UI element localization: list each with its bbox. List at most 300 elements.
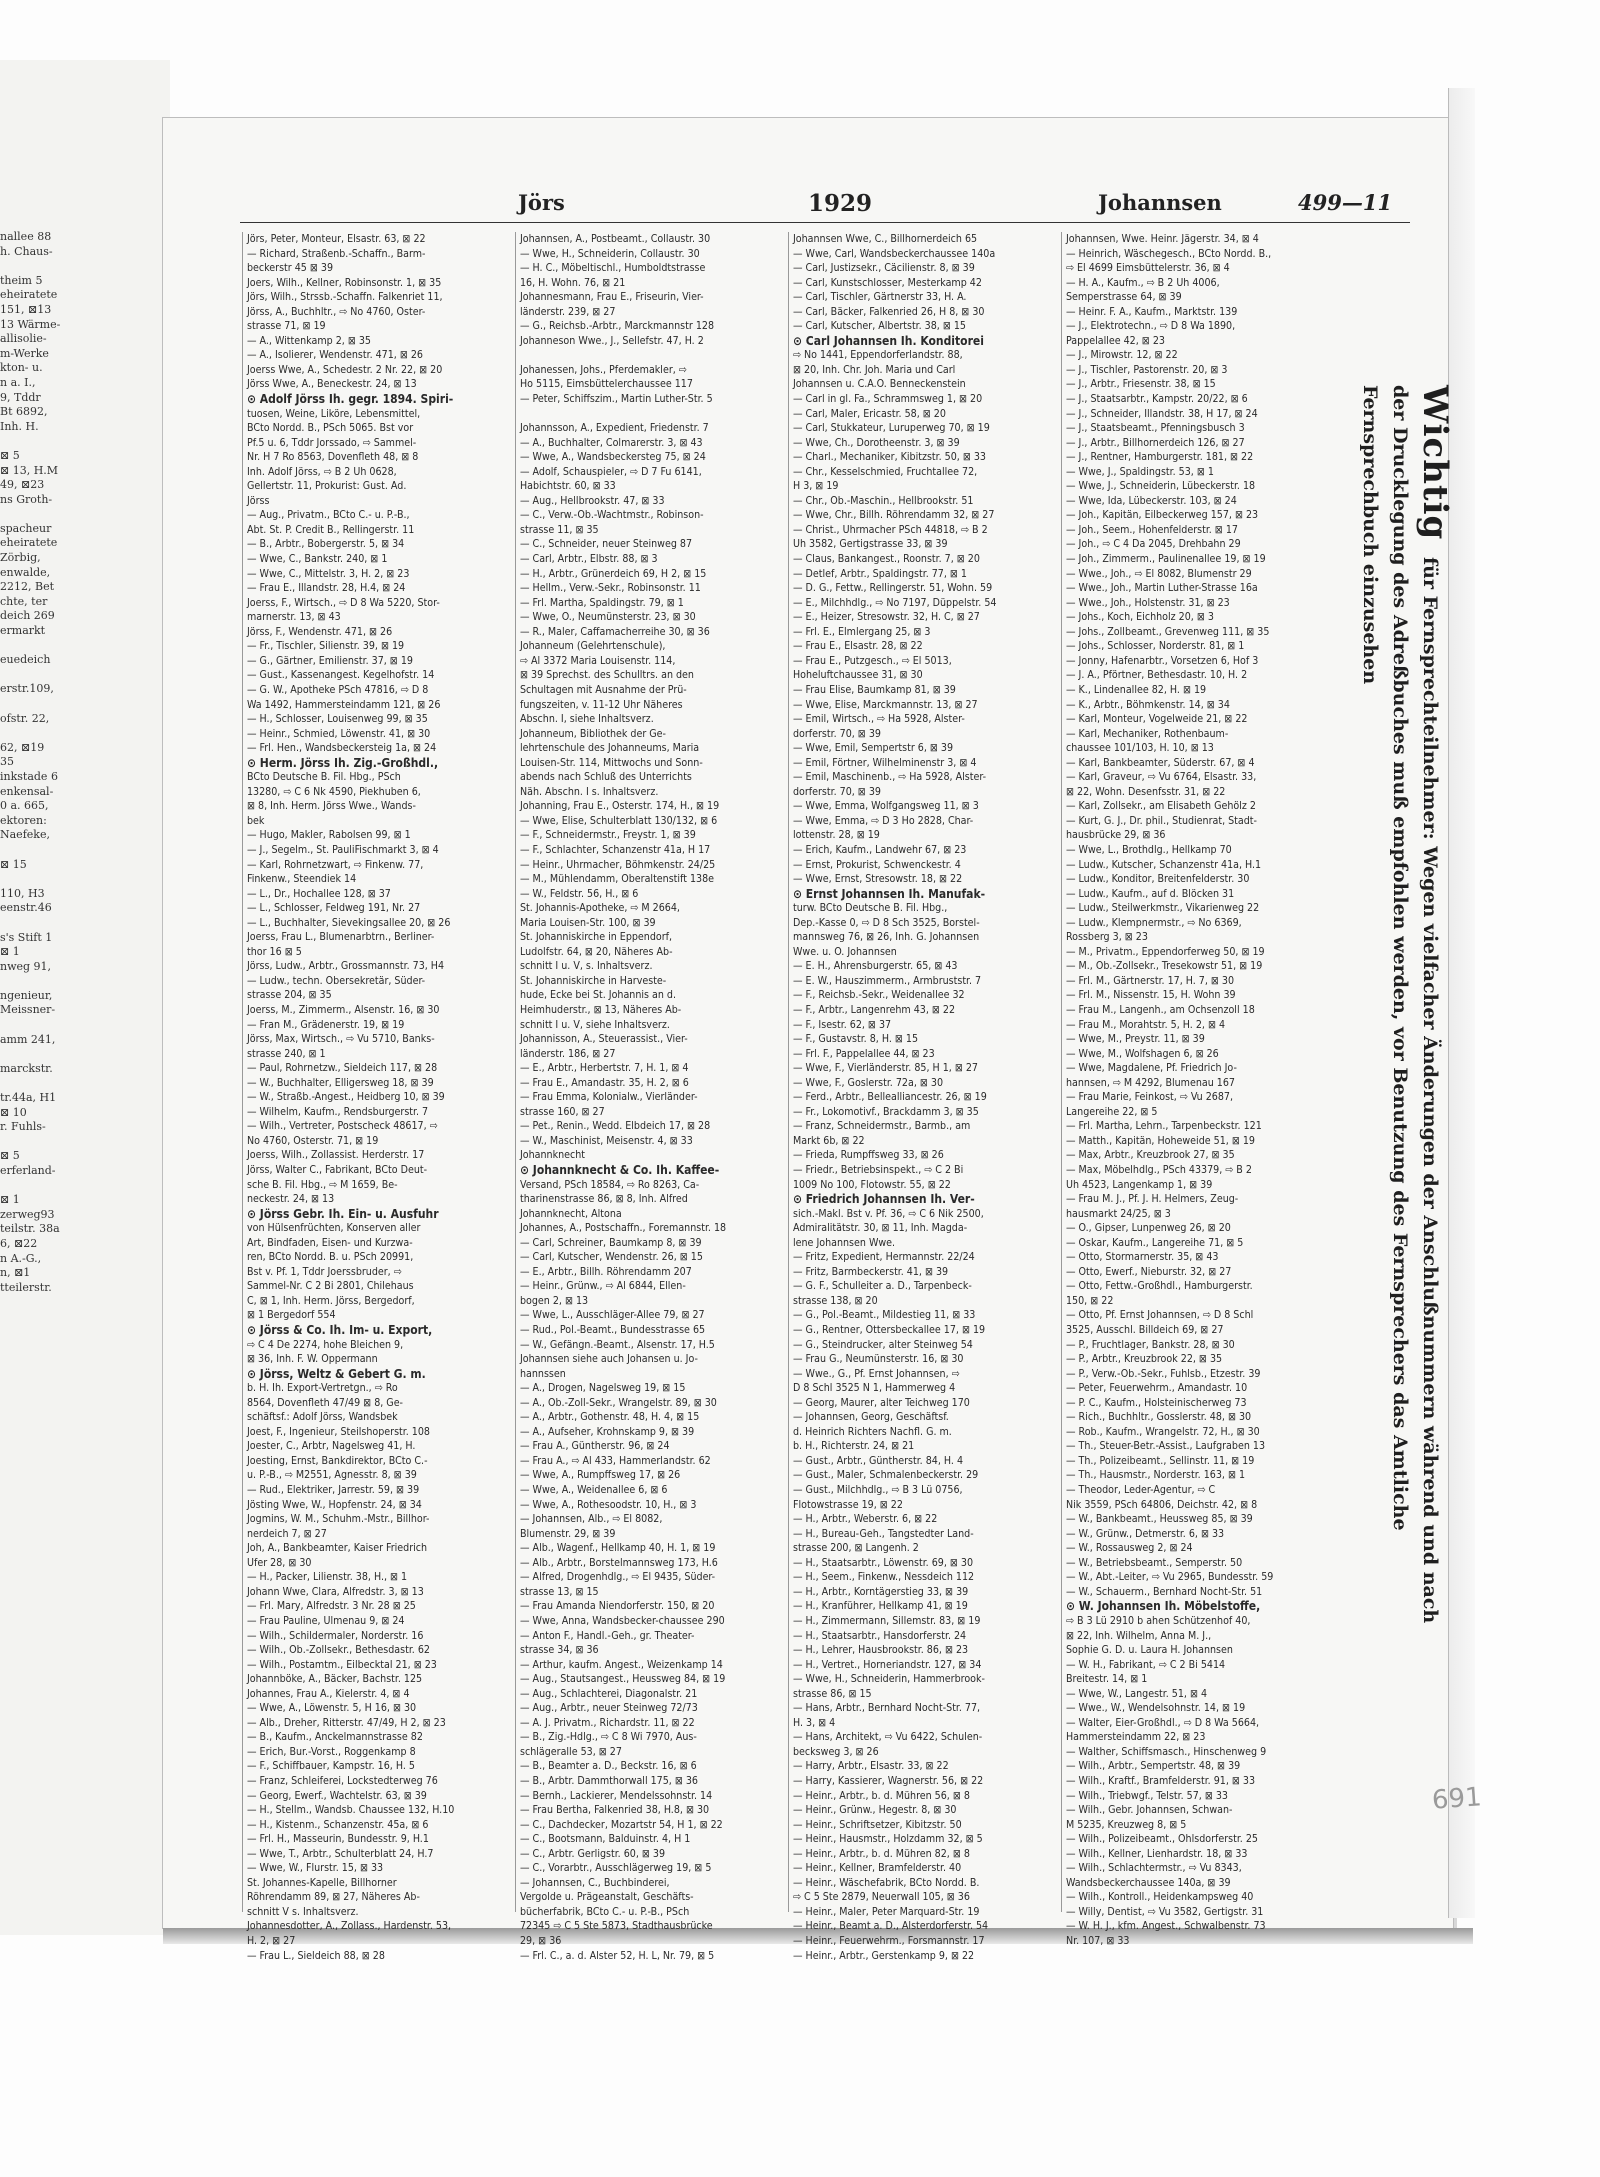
- directory-entry: — Friedr., Betriebsinspekt., ⇨ C 2 Bi: [793, 1164, 964, 1176]
- directory-entry: M 5235, Kreuzweg 8, ⊠ 5: [1066, 1818, 1187, 1831]
- directory-entry: — H., Staatsarbtr., Löwenstr. 69, ⊠ 30: [793, 1556, 974, 1569]
- directory-entry: — Frau A., Güntherstr. 96, ⊠ 24: [520, 1440, 670, 1453]
- notice-text-block: [1300, 385, 1455, 1635]
- directory-entry: 8564, Dovenfleth 47/49 ⊠ 8, Ge-: [247, 1396, 403, 1409]
- directory-entry: — C., Dachdecker, Mozartstr 54, H 1, ⊠ 22: [520, 1818, 723, 1831]
- directory-entry: Johannsen, Wwe. Heinr. Jägerstr. 34, ⊠ 4: [1066, 233, 1259, 245]
- directory-entry: St. Johannes-Kapelle, Billhorner: [247, 1876, 397, 1889]
- directory-entry: — Heinr., Grünw., Hegestr. 8, ⊠ 30: [793, 1804, 957, 1817]
- directory-entry: schnitt I u. V, s. Inhaltsverz.: [520, 960, 653, 973]
- directory-entry: — Frl. E., Elmlergang 25, ⊠ 3: [793, 625, 931, 638]
- directory-entry: marnerstr. 13, ⊠ 43: [247, 611, 341, 624]
- directory-entry: Jörs, Peter, Monteur, Elsastr. 63, ⊠ 22: [247, 233, 426, 245]
- directory-entry: — Wwe, W., Flurstr. 15, ⊠ 33: [247, 1862, 384, 1875]
- directory-entry: — Frau E., Elsastr. 28, ⊠ 22: [793, 640, 923, 653]
- directory-entry: D 8 Schl 3525 N 1, Hammerweg 4: [793, 1382, 956, 1395]
- directory-entry: — Frieda, Rumpffsweg 33, ⊠ 26: [793, 1149, 944, 1162]
- directory-entry: — H., Zimmermann, Sillemstr. 83, ⊠ 19: [793, 1614, 981, 1627]
- directory-entry: ⊙ Adolf Jörss Ih. gegr. 1894. Spiri-: [247, 392, 454, 407]
- directory-entry: — Frl. Mary, Alfredstr. 3 Nr. 28 ⊠ 25: [247, 1600, 416, 1613]
- directory-entry: — Otto, Fettw.-Großhdl., Hamburgerstr.: [1066, 1280, 1253, 1293]
- directory-entry: ⊙ Herm. Jörss Ih. Zig.-Großhdl.,: [247, 755, 439, 770]
- directory-entry: — Wilh., Kontroll., Heidenkampsweg 40: [1066, 1891, 1254, 1904]
- directory-entry: turw. BCto Deutsche B. Fil. Hbg.,: [793, 902, 948, 915]
- directory-entry: länderstr. 186, ⊠ 27: [520, 1047, 616, 1060]
- adjacent-entry: m-Werke: [0, 346, 49, 360]
- directory-entry: — Georg, Ewerf., Wachtelstr. 63, ⊠ 39: [247, 1789, 427, 1802]
- directory-entry: — Max, Arbtr., Kreuzbrook 27, ⊠ 35: [1066, 1149, 1235, 1162]
- directory-entry: — F., Reichsb.-Sekr., Weidenallee 32: [793, 989, 965, 1002]
- directory-entry: — Wwe, A., Rumpffsweg 17, ⊠ 26: [520, 1469, 681, 1482]
- directory-entry: ⊙ Jörss Gebr. Ih. Ein- u. Ausfuhr: [247, 1206, 439, 1221]
- adjacent-entry: 0 a. 665,: [0, 799, 49, 813]
- adjacent-entry: Naefeke,: [0, 828, 50, 842]
- directory-entry: abends nach Schluß des Unterrichts: [520, 771, 692, 784]
- directory-entry: — Johannsen, Alb., ⇨ El 8082,: [520, 1513, 663, 1526]
- adjacent-entry: Inh. H.: [0, 419, 39, 433]
- directory-entry: — Otto, Stormarnerstr. 35, ⊠ 43: [1066, 1251, 1219, 1264]
- directory-entry: — J. A., Pförtner, Bethesdastr. 10, H. 2: [1066, 669, 1248, 682]
- adjacent-entry: euedeich: [0, 653, 51, 667]
- directory-entry: — Carl, Justizsekr., Cäcilienstr. 8, ⊠ 39: [793, 262, 975, 275]
- directory-entry: — Wwe, M., Preystr. 11, ⊠ 39: [1066, 1033, 1205, 1046]
- directory-entry: Ufer 28, ⊠ 30: [247, 1556, 312, 1569]
- directory-entry: — Heinr., Hausmstr., Holzdamm 32, ⊠ 5: [793, 1833, 983, 1846]
- directory-entry: — F., Schiffbauer, Kampstr. 16, H. 5: [247, 1760, 415, 1773]
- directory-entry: — Rich., Buchhltr., Gosslerstr. 48, ⊠ 30: [1066, 1411, 1252, 1424]
- directory-entry: — W., Grünw., Detmerstr. 6, ⊠ 33: [1066, 1527, 1225, 1540]
- directory-entry: — Frl. Martha, Spaldingstr. 79, ⊠ 1: [520, 596, 684, 609]
- directory-entry: — Ludw., Klempnermstr., ⇨ No 6369,: [1066, 916, 1242, 929]
- directory-entry: Semperstrasse 64, ⊠ 39: [1066, 291, 1182, 304]
- directory-entry: ⇨ No 1441, Eppendorferlandstr. 88,: [793, 349, 963, 362]
- directory-entry: strasse 138, ⊠ 20: [793, 1294, 878, 1307]
- directory-entry: — J., Staatsarbtr., Kampstr. 20/22, ⊠ 6: [1066, 393, 1248, 406]
- header-page-number: 499—11: [1298, 190, 1393, 215]
- directory-entry: — Heinr., Arbtr., b. d. Mühren 56, ⊠ 8: [793, 1789, 970, 1802]
- directory-entry: — G., Rentner, Ottersbeckallee 17, ⊠ 19: [793, 1324, 986, 1337]
- directory-entry: — Frau Amanda Niendorferstr. 150, ⊠ 20: [520, 1600, 715, 1613]
- adjacent-entry: n A.-G.,: [0, 1251, 42, 1265]
- directory-entry: — C., Arbtr. Gerligstr. 60, ⊠ 39: [520, 1847, 666, 1860]
- directory-entry: strasse 200, ⊠ Langenh. 2: [793, 1542, 919, 1555]
- directory-entry: chaussee 101/103, H. 10, ⊠ 13: [1066, 742, 1214, 755]
- directory-entry: — H., Packer, Lilienstr. 38, H., ⊠ 1: [247, 1571, 408, 1584]
- directory-entry: — E., Heizer, Stresowstr. 32, H. C, ⊠ 27: [793, 611, 980, 624]
- directory-entry: — Heinr. F. A., Kaufm., Marktstr. 139: [1066, 305, 1238, 318]
- directory-entry: — Aug., Privatm., BCto C.- u. P.-B.,: [247, 509, 410, 522]
- directory-entry: St. Johanniskirche in Harveste-: [520, 974, 667, 987]
- directory-entry: — H., Arbtr., Weberstr. 6, ⊠ 22: [793, 1513, 938, 1526]
- adjacent-entry: [0, 259, 118, 274]
- directory-entry: — Wwe, A., Rothesoodstr. 10, H., ⊠ 3: [520, 1498, 697, 1511]
- directory-entry: Jörss, A., Buchhltr., ⇨ No 4760, Oster-: [247, 305, 426, 318]
- adjacent-entry: [0, 434, 118, 449]
- directory-entry: — Ludw., Steilwerkmstr., Vikarienweg 22: [1066, 902, 1260, 915]
- directory-entry: — Claus, Bankangest., Roonstr. 7, ⊠ 20: [793, 553, 980, 566]
- directory-entry: — G., Reichsb.-Arbtr., Marckmannstr 128: [520, 320, 715, 333]
- directory-entry: — Wilh., Polizeibeamt., Ohlsdorferstr. 25: [1066, 1833, 1258, 1846]
- directory-entry: — Georg, Maurer, alter Teichweg 170: [793, 1396, 970, 1409]
- directory-entry: — Th., Polizeibeamt., Sellinstr. 11, ⊠ 19: [1066, 1454, 1255, 1467]
- directory-entry: — Karl, Graveur, ⇨ Vu 6764, Elsastr. 33,: [1066, 771, 1257, 784]
- adjacent-entry: [0, 726, 118, 741]
- directory-entry: — Joh., Seem., Hohenfelderstr. ⊠ 17: [1066, 523, 1238, 536]
- directory-entry: — A., Ob.-Zoll-Sekr., Wrangelstr. 89, ⊠ 30: [520, 1396, 717, 1409]
- adjacent-entry: ⊠ 5: [0, 448, 20, 462]
- directory-entry: strasse 13, ⊠ 15: [520, 1585, 599, 1598]
- adjacent-entry: ⊠ 5: [0, 1149, 20, 1163]
- directory-entry: — Aug., Hellbrookstr. 47, ⊠ 33: [520, 494, 665, 507]
- directory-entry: H. 3, ⊠ 4: [793, 1716, 836, 1729]
- directory-entry: Wandsbeckerchaussee 140a, ⊠ 39: [1066, 1876, 1231, 1889]
- directory-entry: Johannsen Wwe, C., Billhornerdeich 65: [793, 233, 978, 245]
- adjacent-entry: [0, 1179, 118, 1194]
- adjacent-entry: 9, Tddr: [0, 390, 41, 404]
- directory-entry: — H. C., Möbeltischl., Humboldtstrasse: [520, 262, 706, 275]
- directory-entry: hannssen: [520, 1367, 566, 1380]
- directory-entry: Johannes, Frau A., Kielerstr. 4, ⊠ 4: [247, 1687, 410, 1700]
- directory-entry: beckerstr 45 ⊠ 39: [247, 262, 334, 275]
- adjacent-entry: eheiratete: [0, 288, 58, 302]
- directory-entry: — Fran M., Grädenerstr. 19, ⊠ 19: [247, 1018, 405, 1031]
- directory-entry: lottenstr. 28, ⊠ 19: [793, 829, 880, 842]
- directory-entry: — Otto, Ewerf., Nieburstr. 32, ⊠ 27: [1066, 1265, 1232, 1278]
- directory-entry: — Wwe, Anna, Wandsbecker-chaussee 290: [520, 1614, 725, 1627]
- adjacent-entry: enkensal-: [0, 784, 54, 798]
- adjacent-entry: zerweg93: [0, 1207, 55, 1221]
- directory-entry: ⊠ 20, Inh. Chr. Joh. Maria und Carl: [793, 363, 956, 376]
- adjacent-entry: [0, 872, 118, 887]
- directory-entry: — F., Gustavstr. 8, H. ⊠ 15: [793, 1033, 919, 1046]
- adjacent-entry: ⊠ 10: [0, 1105, 27, 1119]
- directory-entry: — H., Stellm., Wandsb. Chaussee 132, H.10: [247, 1804, 455, 1817]
- directory-entry: — Wilhelm, Kaufm., Rendsburgerstr. 7: [247, 1105, 429, 1118]
- directory-entry: — G. W., Apotheke PSch 47816, ⇨ D 8: [247, 683, 429, 696]
- directory-entry: — Peter, Feuerwehrm., Amandastr. 10: [1066, 1382, 1248, 1395]
- directory-entry: — J., Arbtr., Billhornerdeich 126, ⊠ 27: [1066, 436, 1245, 449]
- directory-entry: — W., Feldstr. 56, H., ⊠ 6: [520, 887, 639, 900]
- directory-entry: — B., Zig.-Hdlg., ⇨ C 8 Wi 7970, Aus-: [520, 1731, 697, 1744]
- directory-entry: — B., Beamter a. D., Beckstr. 16, ⊠ 6: [520, 1760, 697, 1773]
- directory-entry: — Johannsen, C., Buchbinderei,: [520, 1876, 670, 1889]
- directory-entry: — Alb., Arbtr., Borstelmannsweg 173, H.6: [520, 1556, 718, 1569]
- directory-entry: — J., Elektrotechn., ⇨ D 8 Wa 1890,: [1066, 320, 1236, 333]
- directory-entry: — A., Drogen, Nagelsweg 19, ⊠ 15: [520, 1382, 686, 1395]
- directory-entry: — Wwe, A., Weidenallee 6, ⊠ 6: [520, 1484, 668, 1497]
- directory-entry: — Karl, Monteur, Vogelweide 21, ⊠ 22: [1066, 713, 1248, 726]
- directory-entry: — Carl, Tischler, Gärtnerstr 33, H. A.: [793, 291, 967, 304]
- directory-entry: — Gust., Maler, Schmalenbeckerstr. 29: [793, 1469, 979, 1482]
- directory-entry: — Wwe, F., Goslerstr. 72a, ⊠ 30: [793, 1076, 944, 1089]
- column-1: [242, 232, 505, 1962]
- directory-entry: — Ludw., Kutscher, Schanzenstr 41a, H.1: [1066, 858, 1262, 871]
- directory-entry: — Frl. Hen., Wandsbeckersteig 1a, ⊠ 24: [247, 742, 437, 755]
- adjacent-entry: 110, H3: [0, 886, 45, 900]
- directory-entry: becksweg 3, ⊠ 26: [793, 1745, 879, 1758]
- directory-entry: — Karl, Zollsekr., am Elisabeth Gehölz 2: [1066, 800, 1256, 813]
- adjacent-entry: spacheur: [0, 521, 52, 535]
- directory-entry: — Fritz, Barmbeckerstr. 41, ⊠ 39: [793, 1265, 949, 1278]
- directory-entry: — Heinr., Arbtr., Gerstenkamp 9, ⊠ 22: [793, 1949, 975, 1962]
- directory-entry: — Frau M., Morahtstr. 5, H. 2, ⊠ 4: [1066, 1018, 1226, 1031]
- directory-entry: — Heinr., Wäschefabrik, BCto Nordd. B.: [793, 1876, 980, 1889]
- directory-entry: Abt. St. P. Credit B., Rellingerstr. 11: [247, 523, 415, 536]
- adjacent-entry: eheiratete: [0, 536, 58, 550]
- header-rule: [240, 222, 1410, 223]
- adjacent-entry: s's Stift 1: [0, 930, 53, 944]
- directory-entry: hannsen, ⇨ M 4292, Blumenau 167: [1066, 1076, 1235, 1089]
- directory-entry: Art, Bindfaden, Eisen- und Kurzwa-: [247, 1236, 413, 1249]
- directory-entry: b. H. Ih. Export-Vertretgn., ⇨ Ro: [247, 1382, 398, 1395]
- directory-entry: — Ludw., Kaufm., auf d. Blöcken 31: [1066, 887, 1235, 900]
- directory-entry: — Aug., Arbtr., neuer Steinweg 72/73: [520, 1702, 698, 1715]
- adjacent-entry: theim 5: [0, 273, 43, 287]
- directory-entry: — B., Arbtr., Bobergerstr. 5, ⊠ 34: [247, 538, 405, 551]
- directory-entry: von Hülsenfrüchten, Konserven aller: [247, 1222, 421, 1235]
- directory-entry: Johanneum (Gelehrtenschule),: [520, 640, 666, 653]
- directory-entry: — M., Privatm., Eppendorferweg 50, ⊠ 19: [1066, 945, 1265, 958]
- adjacent-entry: ermarkt: [0, 624, 46, 638]
- directory-entry: — Karl, Bankbeamter, Süderstr. 67, ⊠ 4: [1066, 756, 1255, 769]
- directory-entry: Joest, F., Ingenieur, Steilshoperstr. 108: [247, 1425, 430, 1438]
- directory-entry: — Heinrich, Wäschegesch., BCto Nordd. B.,: [1066, 247, 1272, 260]
- adjacent-entry: ⊠ 1: [0, 945, 20, 959]
- adjacent-entry: eenstr.46: [0, 901, 52, 915]
- directory-entry: ⊠ 39 Sprechst. des Schulltrs. an den: [520, 669, 694, 682]
- adjacent-entry: h. Chaus-: [0, 244, 53, 258]
- directory-entry: — Wilh., Ob.-Zollsekr., Bethesdastr. 62: [247, 1644, 430, 1657]
- directory-entry: thor 16 ⊠ 5: [247, 945, 302, 958]
- directory-entry: — Detlef, Arbtr., Spaldingstr. 77, ⊠ 1: [793, 567, 967, 580]
- directory-entry: Jörss, Max, Wirtsch., ⇨ Vu 5710, Banks-: [247, 1033, 435, 1046]
- directory-entry: tharinenstrasse 86, ⊠ 8, Inh. Alfred: [520, 1193, 688, 1206]
- directory-entry: — W., Gefängn.-Beamt., Alsenstr. 17, H.5: [520, 1338, 715, 1351]
- directory-entry: — Emil, Maschinenb., ⇨ Ha 5928, Alster-: [793, 771, 987, 784]
- directory-entry: — Wwe., G., Pf. Ernst Johannsen, ⇨: [793, 1367, 960, 1380]
- directory-entry: ⊙ Jörss & Co. Ih. Im- u. Export,: [247, 1323, 433, 1338]
- directory-entry: Bst v. Pf. 1, Tddr Joerssbruder, ⇨: [247, 1265, 402, 1278]
- directory-entry: 150, ⊠ 22: [1066, 1294, 1114, 1307]
- directory-entry: — Wwe, Ernst, Stresowstr. 18, ⊠ 22: [793, 873, 963, 886]
- adjacent-entry: teilstr. 38a: [0, 1222, 60, 1236]
- directory-entry: — A., Aufseher, Krohnskamp 9, ⊠ 39: [520, 1425, 695, 1438]
- adjacent-entry: enwalde,: [0, 565, 51, 579]
- adjacent-entry: marckstr.: [0, 1061, 53, 1075]
- directory-entry: Jörss, F., Wendenstr. 471, ⊠ 26: [247, 625, 393, 638]
- directory-entry: länderstr. 239, ⊠ 27: [520, 305, 616, 318]
- directory-entry: b. H., Richterstr. 24, ⊠ 21: [793, 1440, 915, 1453]
- directory-entry: — Emil, Förtner, Wilhelminenstr 3, ⊠ 4: [793, 756, 977, 769]
- directory-entry: — Heinr., Grünw., ⇨ Al 6844, Ellen-: [520, 1280, 686, 1293]
- directory-entry: — Johannsen, Georg, Geschäftsf.: [793, 1411, 949, 1424]
- adjacent-entry: nweg 91,: [0, 959, 52, 973]
- directory-entry: — Emil, Wirtsch., ⇨ Ha 5928, Alster-: [793, 713, 965, 726]
- directory-entry: Joerss, F., Wirtsch., ⇨ D 8 Wa 5220, Stor-: [247, 596, 440, 609]
- directory-entry: ⇨ C 4 De 2274, hohe Bleichen 9,: [247, 1338, 404, 1351]
- column-4: [1061, 232, 1304, 1947]
- directory-entry: Wwe. u. O. Johannsen: [793, 945, 897, 958]
- directory-entry: Joers, Wilh., Kellner, Robinsonstr. 1, ⊠ 35: [247, 276, 442, 289]
- directory-entry: — Matth., Kapitän, Hoheweide 51, ⊠ 19: [1066, 1134, 1255, 1147]
- directory-entry: — Wilh., Arbtr., Sempertstr. 48, ⊠ 39: [1066, 1760, 1241, 1773]
- adjacent-entry: ngenieur,: [0, 988, 53, 1002]
- directory-entry: — Heinr., Schmied, Löwenstr. 41, ⊠ 30: [247, 727, 431, 740]
- directory-entry: — H., Kistenm., Schanzenstr. 45a, ⊠ 6: [247, 1818, 429, 1831]
- directory-entry: — Wilh., Gebr. Johannsen, Schwan-: [1066, 1804, 1233, 1817]
- directory-entry: Röhrendamm 89, ⊠ 27, Näheres Ab-: [247, 1891, 420, 1904]
- directory-entry: schnitt I u. V, siehe Inhaltsverz.: [520, 1018, 670, 1031]
- directory-entry: — Frl. C., a. d. Alster 52, H. L, Nr. 79, ⊠ 5: [520, 1949, 715, 1962]
- directory-entry: — Frau L., Sieldeich 88, ⊠ 28: [247, 1949, 385, 1962]
- adjacent-entry: deich 269: [0, 609, 55, 623]
- directory-entry: — Johs., Schlosser, Norderstr. 81, ⊠ 1: [1066, 640, 1245, 653]
- adjacent-entry: [0, 843, 118, 858]
- adjacent-entry: [0, 507, 118, 522]
- directory-entry: — Heinr., Maler, Peter Marquard-Str. 19: [793, 1905, 980, 1918]
- adjacent-entry: ns Groth-: [0, 492, 53, 506]
- directory-entry: — Heinr., Schriftsetzer, Kibitzstr. 50: [793, 1818, 962, 1831]
- directory-entry: — Franz, Schneidermstr., Barmb., am: [793, 1120, 971, 1133]
- adjacent-entry: chte, ter: [0, 594, 48, 608]
- directory-entry: — G., Steindrucker, alter Steinweg 54: [793, 1338, 973, 1351]
- directory-entry: strasse 204, ⊠ 35: [247, 989, 332, 1002]
- directory-entry: hausbrücke 29, ⊠ 36: [1066, 829, 1166, 842]
- adjacent-entry: 35: [0, 755, 14, 769]
- directory-entry: — Richard, Straßenb.-Schaffn., Barm-: [247, 247, 426, 260]
- directory-entry: Jörss Wwe, A., Beneckestr. 24, ⊠ 13: [247, 378, 417, 391]
- directory-entry: Joerss Wwe, A., Schedestr. 2 Nr. 22, ⊠ 20: [247, 363, 443, 376]
- directory-entry: Vergolde u. Prägeanstalt, Geschäfts-: [520, 1891, 694, 1904]
- directory-entry: — Oskar, Kaufm., Langereihe 71, ⊠ 5: [1066, 1236, 1244, 1249]
- adjacent-entry: r. Fuhls-: [0, 1120, 46, 1134]
- directory-entry: — Frau Pauline, Ulmenau 9, ⊠ 24: [247, 1614, 405, 1627]
- directory-entry: Jörss: [247, 494, 270, 507]
- directory-entry: — A. J. Privatm., Richardstr. 11, ⊠ 22: [520, 1716, 695, 1729]
- directory-entry: 29, ⊠ 36: [520, 1934, 562, 1947]
- directory-entry: — Frau E., Amandastr. 35, H. 2, ⊠ 6: [520, 1076, 689, 1089]
- directory-entry: — F., Schlachter, Schanzenstr 41a, H 17: [520, 843, 711, 856]
- page-edge: [1448, 88, 1475, 1918]
- directory-entry: ⊠ 36, Inh. F. W. Oppermann: [247, 1353, 378, 1366]
- directory-entry: H 3, ⊠ 19: [793, 480, 839, 493]
- directory-entry: — P. C., Kaufm., Holsteinischerweg 73: [1066, 1396, 1247, 1409]
- directory-entry: schnitt V s. Inhaltsverz.: [247, 1905, 359, 1918]
- adjacent-entry: ⊠ 13, H.M: [0, 463, 59, 477]
- directory-entry: — Hugo, Makler, Rabolsen 99, ⊠ 1: [247, 829, 411, 842]
- directory-entry: — W., Betriebsbeamt., Semperstr. 50: [1066, 1556, 1243, 1569]
- directory-entry: — Frl. M., Gärtnerstr. 17, H. 7, ⊠ 30: [1066, 974, 1235, 987]
- directory-entry: — Joh., Zimmerm., Paulinenallee 19, ⊠ 19: [1066, 553, 1266, 566]
- adjacent-entry: Zörbig,: [0, 551, 41, 565]
- directory-entry: d. Heinrich Richters Nachfl. G. m.: [793, 1425, 952, 1438]
- directory-entry: — J., Staatsbeamt., Pfenningsbusch 3: [1066, 422, 1245, 435]
- directory-entry: — H., Bureau-Geh., Tangstedter Land-: [793, 1527, 974, 1540]
- column-2: [515, 232, 778, 1962]
- directory-entry: — Wwe, H., Schneiderin, Hammerbrook-: [793, 1673, 985, 1686]
- directory-entry: — J., Arbtr., Friesenstr. 38, ⊠ 15: [1066, 378, 1216, 391]
- directory-entry: — W., Buchhalter, Elligersweg 18, ⊠ 39: [247, 1076, 434, 1089]
- header-year: 1929: [808, 190, 873, 217]
- directory-entry: — W. H., Fabrikant, ⇨ C 2 Bi 5414: [1066, 1658, 1226, 1671]
- directory-entry: 16, H. Wohn. 76, ⊠ 21: [520, 276, 626, 289]
- directory-entry: — Frau M. J., Pf. J. H. Helmers, Zeug-: [1066, 1193, 1239, 1206]
- directory-entry: — C., Verw.-Ob.-Wachtmstr., Robinson-: [520, 509, 704, 522]
- directory-entry: — Erich, Bur.-Vorst., Roggenkamp 8: [247, 1745, 416, 1758]
- directory-entry: — E., Milchhdlg., ⇨ No 7197, Düppelstr. 54: [793, 596, 997, 609]
- adjacent-entry: [0, 1135, 118, 1150]
- directory-entry: ⇨ C 5 Ste 2879, Neuerwall 105, ⊠ 36: [793, 1891, 970, 1904]
- directory-entry: — Frl. H., Masseurin, Bundesstr. 9, H.1: [247, 1833, 429, 1846]
- directory-entry: [520, 407, 778, 422]
- directory-entry: Johannböke, A., Bäcker, Bachstr. 125: [247, 1673, 423, 1686]
- directory-entry: strasse 160, ⊠ 27: [520, 1105, 605, 1118]
- directory-entry: neckestr. 24, ⊠ 13: [247, 1193, 335, 1206]
- directory-entry: — Carl, Arbtr., Elbstr. 88, ⊠ 3: [520, 553, 658, 566]
- directory-entry: Johannsen u. C.A.O. Benneckenstein: [793, 378, 966, 391]
- directory-entry: — H., Staatsarbtr., Hansdorferstr. 24: [793, 1629, 967, 1642]
- directory-entry: — Ferd., Arbtr., Bellealliancestr. 26, ⊠ 19: [793, 1091, 987, 1104]
- directory-entry: ⇨ Al 3372 Maria Louisenstr. 114,: [520, 654, 676, 667]
- directory-entry: — Wwe, Elise, Schulterblatt 130/132, ⊠ 6: [520, 814, 718, 827]
- directory-entry: — J., Tischler, Pastorenstr. 20, ⊠ 3: [1066, 363, 1228, 376]
- directory-entry: 13280, ⇨ C 6 Nk 4590, Piekhuben 6,: [247, 785, 421, 798]
- directory-entry: Breitestr. 14, ⊠ 1: [1066, 1673, 1148, 1686]
- directory-entry: Jörss, Ludw., Arbtr., Grossmannstr. 73, H4: [247, 960, 445, 973]
- directory-entry: — Wwe, Ida, Lübeckerstr. 103, ⊠ 24: [1066, 494, 1237, 507]
- directory-entry: Flotowstrasse 19, ⊠ 22: [793, 1498, 903, 1511]
- directory-entry: hude, Ecke bei St. Johannis an d.: [520, 989, 677, 1002]
- directory-entry: — G., Gärtner, Emilienstr. 37, ⊠ 19: [247, 654, 413, 667]
- adjacent-entry: 151, ⊠13: [0, 302, 52, 316]
- directory-entry: Joester, C., Arbtr, Nagelsweg 41, H.: [247, 1440, 416, 1453]
- directory-entry: hausmarkt 24/25, ⊠ 3: [1066, 1207, 1171, 1220]
- directory-entry: — Wwe, J., Spaldingstr. 53, ⊠ 1: [1066, 465, 1214, 478]
- directory-entry: strasse 34, ⊠ 36: [520, 1644, 599, 1657]
- directory-entry: — Wwe, Carl, Wandsbeckerchaussee 140a: [793, 247, 996, 260]
- adjacent-entry: tr.44a, H1: [0, 1091, 57, 1105]
- directory-entry: Nr. H 7 Ro 8563, Dovenfleth 48, ⊠ 8: [247, 451, 419, 464]
- directory-entry: — Frau E., Putzgesch., ⇨ El 5013,: [793, 654, 952, 667]
- adjacent-entry: 6, ⊠22: [0, 1236, 38, 1250]
- directory-entry: — Hans, Arbtr., Bernhard Nocht-Str. 77,: [793, 1702, 981, 1715]
- page-header: [178, 190, 1418, 216]
- directory-entry: Pf.5 u. 6, Tddr Jorssado, ⇨ Sammel-: [247, 436, 417, 449]
- directory-entry: Näh. Abschn. I s. Inhaltsverz.: [520, 785, 659, 798]
- directory-entry: Jösting Wwe, W., Hopfenstr. 24, ⊠ 34: [247, 1498, 422, 1511]
- directory-entry: — Ludw., techn. Obersekretär, Süder-: [247, 974, 426, 987]
- notice-body: für Fernsprechteilnehmer: Wegen vielfacher Änderungen der Anschlußnummern während und nach der Drucklegung des Adreßbuches muß empfohlen werden, vor Benutzung des Fernsprechers das Amtliche Fernsprechbuch einzusehen: [1359, 385, 1441, 1624]
- directory-entry: sich.-Makl. Bst v. Pf. 36, ⇨ C 6 Nik 2500,: [793, 1207, 984, 1220]
- directory-entry: — Heinr., Beamt a. D., Alsterdorferstr. 54: [793, 1920, 989, 1933]
- directory-entry: — Carl, Kutscher, Albertstr. 38, ⊠ 15: [793, 320, 966, 333]
- directory-entry: — Adolf, Schauspieler, ⇨ D 7 Fu 6141,: [520, 465, 702, 478]
- notice-title: Wichtig: [1415, 385, 1455, 541]
- directory-entry: nerdeich 7, ⊠ 27: [247, 1527, 327, 1540]
- directory-entry: — Wwe., Joh., Holstenstr. 31, ⊠ 23: [1066, 596, 1230, 609]
- directory-entry: — Frau Bertha, Falkenried 38, H.8, ⊠ 30: [520, 1804, 710, 1817]
- directory-entry: strasse 71, ⊠ 19: [247, 320, 326, 333]
- directory-entry: — E., Arbtr., Herbertstr. 7, H. 1, ⊠ 4: [520, 1062, 689, 1075]
- directory-entry: strasse 11, ⊠ 35: [520, 523, 599, 536]
- directory-entry: — H., Arbtr., Grünerdeich 69, H 2, ⊠ 15: [520, 567, 707, 580]
- header-right-name: Johannsen: [1098, 190, 1222, 215]
- directory-entry: — Wwe, C., Mittelstr. 3, H. 2, ⊠ 23: [247, 567, 410, 580]
- directory-entry: — L., Schlosser, Feldweg 191, Nr. 27: [247, 902, 421, 915]
- adjacent-entry: [0, 916, 118, 931]
- directory-entry: — Walther, Schiffsmasch., Hinschenweg 9: [1066, 1745, 1267, 1758]
- directory-entry: H. 2, ⊠ 27: [247, 1934, 296, 1947]
